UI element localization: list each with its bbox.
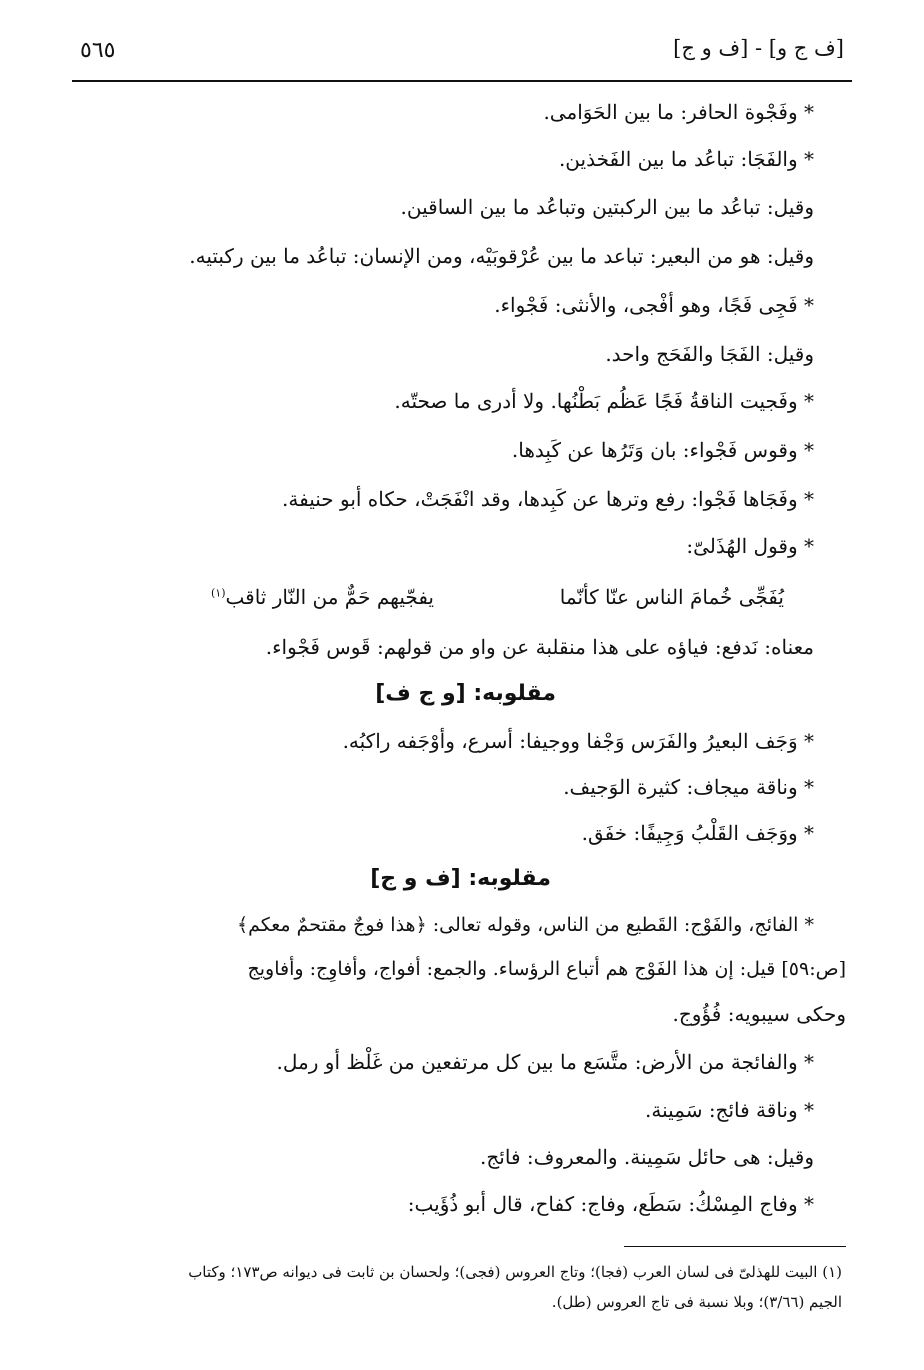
- verse-first-hemistich: يُفَجِّى خُمامَ الناس عنّا كأنّما: [559, 585, 784, 609]
- header-rule: [72, 80, 852, 82]
- text-line: * وفاج المِسْكُ: سَطَع، وفاج: كفاح، قال أبو ذُؤَيب:: [407, 1192, 814, 1216]
- text-line: * وقوس فَجْواء: بان وَتَرُها عن كَبِدها.: [511, 438, 814, 462]
- footnote-marker: (١): [210, 586, 226, 600]
- text-line: * ووَجَف القَلْبُ وَجِيفًا: خفَق.: [581, 821, 814, 845]
- text-line: * الفائج، والفَوْج: القَطيع من الناس، وقوله تعالى: ﴿هذا فوجٌ مقتحمٌ معكم﴾: [236, 914, 814, 936]
- text-line: وحكى سيبويه: فُؤُوج.: [672, 1002, 846, 1026]
- footnote-line: (١) البيت للهذلىّ فى لسان العرب (فجا)؛ وتاج العروس (فجى)؛ ولحسان بن ثابت فى ديوانه ص١٧٣؛ وكتاب: [188, 1263, 842, 1281]
- text-line: وقيل: تباعُد ما بين الركبتين وتباعُد ما بين الساقين.: [400, 195, 814, 219]
- footnote-rule: [624, 1246, 846, 1247]
- text-line: * وناقة فائج: سَمِينة.: [644, 1098, 814, 1122]
- text-line: * والفَجَا: تباعُد ما بين الفَخذين.: [558, 147, 814, 171]
- text-line: * فَجِى فَجًا، وهو أفْجى، والأنثى: فَجْواء.: [494, 293, 814, 317]
- verse-second-text: يفجّيهم حَمٌّ من النّار ثاقب: [225, 585, 434, 609]
- text-line: * وفَجَاها فَجْوا: رفع وترها عن كَبِدها، وقد انْفَجَتْ، حكاه أبو حنيفة.: [282, 487, 814, 511]
- verse-second-hemistich: [211, 585, 434, 609]
- text-line: * والفائجة من الأرض: متَّسَع ما بين كل مرتفعين من غَلْظ أو رمل.: [276, 1050, 814, 1074]
- text-line: [ص:٥٩] قيل: إن هذا الفَوْج هم أتباع الرؤساء. والجمع: أفواج، وأفاوِج: وأفاويج: [247, 958, 846, 980]
- running-header: [ف ج و] - [ف و ج]: [673, 36, 844, 60]
- section-heading: مقلوبه: [ف و ج]: [370, 866, 551, 891]
- footnote-line: الجيم (٣/٦٦)؛ وبلا نسبة فى تاج العروس (طل).: [551, 1293, 842, 1311]
- text-line: معناه: نَدفع: فياؤه على هذا منقلبة عن واو من قولهم: قَوس فَجْواء.: [265, 635, 814, 659]
- text-line: * وفَجيت الناقةُ فَجًا عَظُم بَطْنُها. ولا أدرى ما صحتّه.: [394, 389, 814, 413]
- text-line: وقيل: هو من البعير: تباعد ما بين عُرْقوبَيْه، ومن الإنسان: تباعُد ما بين ركبتيه.: [189, 244, 814, 268]
- text-line: * وقول الهُذَلىّ:: [686, 534, 814, 558]
- text-line: * وفَجْوة الحافر: ما بين الحَوَامى.: [543, 100, 814, 124]
- text-line: وقيل: هى حائل سَمِينة. والمعروف: فائج.: [480, 1145, 814, 1169]
- section-heading: مقلوبه: [و ج ف]: [375, 681, 556, 706]
- text-line: * وَجَف البعيرُ والفَرَس وَجْفا ووجيفا: أسرع، وأوْجَفه راكبُه.: [342, 729, 814, 753]
- text-line: وقيل: الفَجَا والفَحَج واحد.: [605, 342, 814, 366]
- text-line: * وناقة ميجاف: كثيرة الوَجيف.: [563, 775, 814, 799]
- page-number: ٥٦٥: [80, 38, 116, 63]
